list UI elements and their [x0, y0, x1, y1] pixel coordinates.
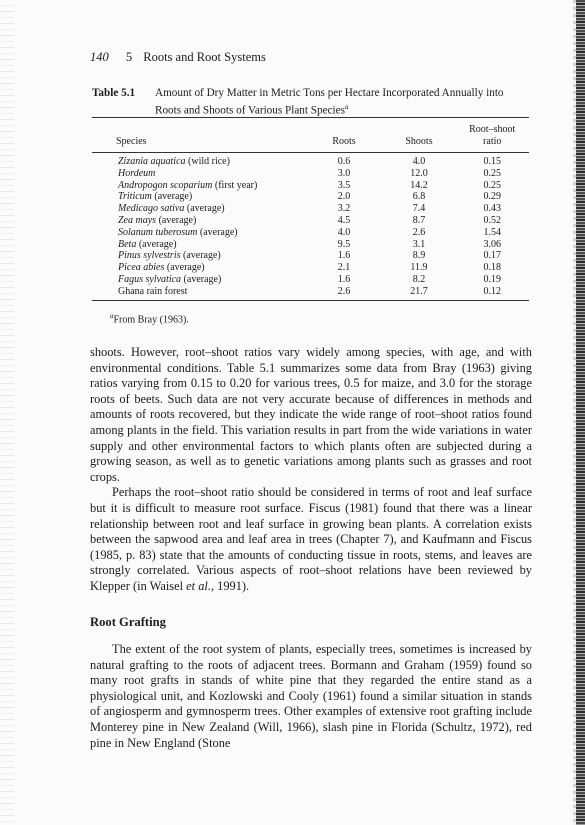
table-row [92, 180, 529, 192]
table-row [92, 203, 529, 215]
scan-right-edge-gutter [573, 0, 576, 825]
species-qualifier: (average) [184, 203, 225, 215]
table-row [92, 156, 529, 168]
cell-shoots: 11.9 [410, 262, 428, 274]
cell-shoots: 8.2 [412, 273, 426, 285]
species-scientific-name: Andropogon scoparium [118, 179, 213, 191]
cell-shoots: 3.1 [412, 238, 426, 250]
cell-ratio: 0.43 [483, 203, 501, 215]
cell-shoots: 8.7 [412, 214, 426, 226]
species-scientific-name: Beta [118, 238, 137, 250]
running-head [90, 50, 266, 65]
species-qualifier: (average) [136, 238, 177, 250]
paragraph-2 [90, 485, 532, 594]
cell-ratio: 0.15 [483, 156, 501, 167]
cell-species [92, 262, 305, 274]
cell-species [92, 227, 305, 239]
species-scientific-name: Solanum tuberosum [118, 226, 198, 238]
paragraph-3: The extent of the root system of plants, especially trees, sometimes is increased by natural grafting to the roots of adjacent trees. Bormann and Graham (1959) found so many root grafts in stands of white pine that they regarded the entire stand as a physiological unit, and Kozlowski and Cooly (1961) found a similar situation in stands of angiosperm and gymnosperm trees. Other examples of extensive root grafting include Monterey pine in New Zealand (Will, 1966), slash pine in Florida (Schultz, 1972), red pine in New England (Stone [90, 642, 532, 750]
cell-roots: 2.6 [337, 285, 351, 297]
species-scientific-name: Triticum [118, 191, 152, 203]
table-top-rule [92, 117, 529, 118]
species-qualifier: (average) [181, 273, 222, 285]
cell-roots: 0.6 [337, 156, 351, 167]
chapter-number: 5 [125, 50, 133, 64]
cell-ratio: 0.17 [483, 250, 501, 262]
table-footnote [110, 312, 189, 325]
scan-left-margin-noise [0, 0, 14, 825]
cell-shoots: 14.2 [410, 179, 428, 191]
species-qualifier: (average) [156, 214, 197, 226]
cell-roots: 4.5 [337, 214, 351, 226]
footnote-text: From Bray (1963). [113, 314, 189, 326]
species-qualifier: (average) [151, 191, 193, 203]
species-scientific-name: Medicago sativa [118, 203, 185, 215]
table-label: Table 5.1 [92, 87, 136, 99]
cell-species [92, 215, 305, 227]
cell-species [92, 239, 305, 251]
scan-right-edge-shadow [576, 0, 585, 825]
cell-roots: 1.6 [337, 273, 351, 285]
cell-species [92, 168, 305, 180]
table-header-row [92, 122, 529, 148]
table-row [92, 262, 529, 274]
cell-species [92, 191, 305, 203]
cell-shoots: 8.9 [412, 250, 426, 262]
species-qualifier: (first year) [212, 179, 258, 191]
table-body [92, 156, 529, 298]
species-scientific-name: Hordeum [118, 167, 156, 179]
table-title-footnote-mark: a [344, 103, 349, 111]
paragraph-2-text-b: , 1991). [210, 578, 250, 593]
paragraph-2-text-a: Perhaps the root–shoot ratio should be considered in terms of root and leaf surface but it is difficult to measure root surface. Fiscus (1981) found that there was a linear relationship between root and leaf surface in growing bean plants. A correlation exists between the sapwood area and leaf area in trees (Chapter 7), and Kaufmann and Fiscus (1985, p. 83) state that the amounts of conducting tissue in roots, stems, and leaves are strongly correlated. Various aspects of root–shoot relations have been reviewed by Klepper (in Waisel [90, 485, 532, 593]
col-header-species: Species [116, 136, 147, 147]
cell-roots: 3.0 [337, 167, 351, 179]
species-scientific-name: Pinus sylvestris [118, 250, 181, 262]
footnote-mark: a [110, 312, 114, 320]
cell-shoots: 7.4 [412, 203, 426, 215]
body-text [90, 345, 532, 751]
table-row [92, 168, 529, 180]
paragraph-2-etal: et al. [186, 578, 211, 593]
cell-roots: 3.5 [337, 179, 351, 191]
cell-roots: 2.0 [337, 191, 351, 203]
cell-roots: 9.5 [337, 238, 351, 250]
cell-roots: 2.1 [337, 262, 351, 274]
cell-species [92, 274, 305, 286]
page-number: 140 [90, 50, 109, 64]
cell-species [92, 156, 305, 168]
species-scientific-name: Zea mays [118, 214, 157, 226]
cell-roots: 4.0 [337, 226, 351, 238]
cell-species [92, 286, 305, 298]
cell-ratio: 1.54 [483, 226, 501, 238]
col-header-roots: Roots [332, 136, 356, 147]
table-row [92, 239, 529, 251]
cell-ratio: 0.18 [483, 262, 501, 274]
col-header-ratio-line2: ratio [483, 136, 502, 147]
table-title [155, 86, 532, 118]
section-heading: Root Grafting [90, 614, 166, 629]
cell-ratio: 0.25 [483, 179, 501, 191]
cell-ratio: 0.25 [483, 167, 501, 179]
species-scientific-name: Fagus sylvatica [118, 273, 182, 285]
col-header-ratio [455, 122, 529, 148]
species-scientific-name: Picea abies [118, 262, 165, 274]
species-qualifier: (average) [180, 250, 221, 262]
table-row [92, 215, 529, 227]
paragraph-1: shoots. However, root–shoot ratios vary widely among species, with age, and with environmental conditions. Table 5.1 summarizes some data from Bray (1963) giving ratios varying from 0.15 to 0.20 for various trees, 0.5 for maize, and 3.0 for the storage roots of beets. Such data are not very accurate because of differences in methods and amounts of roots recovered, but they indicate the wide range of root–shoot ratios found among plants in the field. This variation results in part from the wide variations in water supply and other environmental factors to which plants often are subjected during a growing season, as well as to genetic variations among plants such as grasses and root crops. [90, 345, 532, 484]
cell-ratio: 0.12 [483, 285, 501, 297]
cell-shoots: 6.8 [412, 191, 426, 203]
cell-shoots: 12.0 [410, 167, 428, 179]
cell-shoots: 4.0 [412, 156, 426, 167]
col-header-shoots: Shoots [405, 136, 433, 147]
cell-ratio: 0.19 [483, 273, 501, 285]
species-qualifier: (average) [164, 262, 205, 274]
table-row [92, 274, 529, 286]
cell-shoots: 21.7 [410, 285, 428, 297]
table-bottom-rule [92, 300, 529, 301]
species-scientific-name: Zizania aquatica [118, 156, 186, 167]
cell-species [92, 180, 305, 192]
species-qualifier: (average) [197, 226, 238, 238]
cell-species [92, 203, 305, 215]
cell-roots: 1.6 [337, 250, 351, 262]
table-caption [92, 86, 532, 118]
cell-roots: 3.2 [337, 203, 351, 215]
chapter-title: Roots and Root Systems [143, 50, 266, 64]
table-title-text: Amount of Dry Matter in Metric Tons per Hectare Incorporated Annually into Roots and Shoots of Various Plant Species [155, 87, 504, 117]
data-table [92, 122, 529, 298]
table-row [92, 250, 529, 262]
species-qualifier: Ghana rain forest [118, 285, 188, 297]
cell-species [92, 250, 305, 262]
species-qualifier: (wild rice) [185, 156, 230, 167]
table-row [92, 286, 529, 298]
col-header-ratio-line1: Root–shoot [469, 124, 516, 135]
table-row [92, 191, 529, 203]
table-row [92, 227, 529, 239]
cell-ratio: 0.52 [483, 214, 501, 226]
cell-ratio: 3.06 [483, 238, 501, 250]
cell-ratio: 0.29 [483, 191, 501, 203]
cell-shoots: 2.6 [412, 226, 426, 238]
